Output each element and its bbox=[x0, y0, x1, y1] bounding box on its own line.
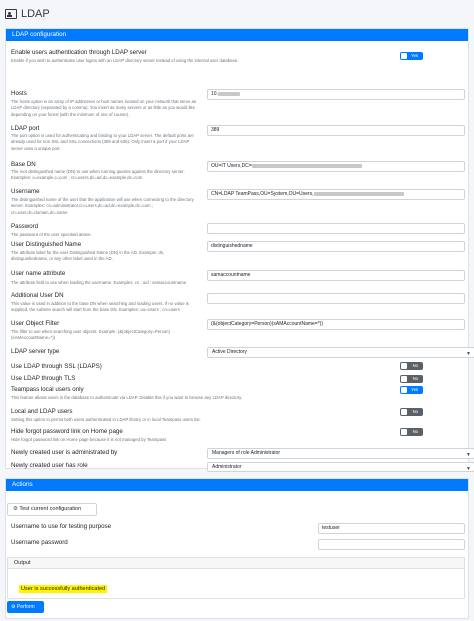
enable-ldap-help: Enable if you wish to authenticate user logins with an LDAP directory server instead of using the internal user database. bbox=[11, 58, 239, 63]
password-input[interactable] bbox=[207, 223, 465, 234]
redacted-value bbox=[218, 92, 240, 96]
role-select[interactable] bbox=[207, 462, 474, 472]
local-users-toggle[interactable] bbox=[400, 386, 423, 394]
local-ldap-toggle[interactable] bbox=[400, 408, 423, 416]
chevron-down-icon: ▼ bbox=[466, 452, 471, 458]
output-header: Output bbox=[8, 558, 464, 569]
settings-icon: ⚙ bbox=[13, 506, 18, 512]
base-dn-help: The root distinguished name (DN) to use when running queries against the directory server. Examples: o=example,c=com ; cn=users,dc=ad,dc=example,dc=com bbox=[11, 169, 185, 181]
ssl-toggle[interactable] bbox=[400, 362, 423, 370]
user-dn-help: The attribute label for the user Distinguished Name (DN) in the AD. Example: dn, distinguishedname, or any other label used in the AD. bbox=[11, 250, 165, 262]
base-dn-label: Base DN bbox=[11, 161, 36, 168]
username-value: CN=LDAP TeamPass,OU=System,OU=Users, bbox=[211, 191, 314, 197]
output-message: User is successfully authenticated bbox=[21, 586, 106, 592]
output-panel bbox=[7, 557, 465, 599]
user-dn-input[interactable]: distinguishedname bbox=[207, 241, 465, 252]
redacted-value bbox=[314, 192, 404, 196]
perform-button-label: Perform bbox=[16, 604, 35, 610]
toggle-label: No bbox=[412, 429, 418, 434]
toggle-knob bbox=[401, 387, 407, 393]
hosts-help: The hosts option is an array of IP addresses or host names located on your network that serve an LDAP directory (separated by a comma). You insert as many servers or as little as you would like depending on your forest (with the minimum of one of course). bbox=[11, 99, 197, 117]
username-label: Username bbox=[11, 188, 40, 195]
test-configuration-button[interactable] bbox=[7, 503, 97, 516]
additional-dn-label: Additional User DN bbox=[11, 292, 64, 299]
user-attr-input[interactable]: samaccountname bbox=[207, 270, 465, 281]
test-user-label: Username to use for testing purpose bbox=[11, 523, 112, 530]
server-type-select[interactable] bbox=[207, 347, 474, 358]
toggle-knob bbox=[401, 53, 407, 59]
test-password-label: Username password bbox=[11, 539, 68, 546]
local-ldap-label: Local and LDAP users bbox=[11, 408, 73, 415]
gear-icon: ⚙ bbox=[11, 604, 16, 610]
server-type-label: LDAP server type bbox=[11, 348, 60, 355]
local-users-label: Teampass local users only bbox=[11, 386, 84, 393]
test-button-label: Test current configuration bbox=[19, 506, 82, 512]
additional-dn-input[interactable] bbox=[207, 293, 465, 304]
toggle-label: No bbox=[412, 409, 418, 414]
toggle-knob bbox=[401, 429, 407, 435]
additional-dn-help: This value is used in addition to the base DN when searching and loading users. If no value is supplied, the subtree search will start from the base DN. Examples: ou=Users ; cn=users bbox=[11, 301, 189, 313]
username-input[interactable] bbox=[207, 189, 465, 200]
toggle-label: Yes bbox=[411, 53, 418, 58]
enable-ldap-toggle[interactable] bbox=[400, 52, 423, 60]
ldap-port-help: The port option is used for authenticating and binding to your LDAP server. The default ports are already used for non SSL and SSL connections (389 and 636). Only insert a port if your LDAP server uses a unique port. bbox=[11, 133, 194, 151]
base-dn-value: OU=IT Users,DC= bbox=[211, 163, 252, 169]
redacted-value bbox=[252, 164, 362, 168]
user-filter-help: The filter to use when searching user objects. Example: (&(objectCategory=Person)(sAMAccountName=*)) bbox=[11, 329, 170, 341]
ldap-configuration-card bbox=[5, 28, 471, 472]
id-card-icon bbox=[5, 9, 17, 19]
card-header: LDAP configuration bbox=[6, 29, 468, 41]
admin-by-label: Newly created user is administrated by bbox=[11, 449, 118, 456]
role-value: Administrator bbox=[212, 464, 242, 470]
hosts-input[interactable] bbox=[207, 89, 465, 100]
hosts-value: 10. bbox=[211, 91, 218, 97]
chevron-down-icon: ▼ bbox=[466, 466, 471, 472]
page-title: LDAP bbox=[21, 8, 50, 20]
toggle-label: No bbox=[412, 363, 418, 368]
password-help: The password of the user specified above. bbox=[11, 233, 92, 237]
local-ldap-help: Setting this option to permit both users authenticated in LDAP library or in local Teampass users list. bbox=[11, 417, 201, 422]
toggle-knob bbox=[401, 409, 407, 415]
ssl-label: Use LDAP through SSL (LDAPS) bbox=[11, 363, 102, 370]
enable-ldap-label: Enable users authentication through LDAP server bbox=[11, 49, 147, 56]
toggle-knob bbox=[401, 376, 407, 382]
hide-forgot-help: Hide forgot password link on Home page because it is not managed by Teampass bbox=[11, 437, 167, 442]
ldap-port-input[interactable]: 389 bbox=[207, 125, 465, 136]
base-dn-input[interactable] bbox=[207, 161, 465, 172]
user-dn-label: User Distinguished Name bbox=[11, 241, 82, 248]
server-type-value: Active Directory bbox=[212, 349, 248, 355]
admin-by-value: Managers of role Administrator bbox=[212, 450, 281, 456]
toggle-knob bbox=[401, 363, 407, 369]
test-user-input[interactable]: testuser bbox=[318, 523, 465, 534]
username-help: The distinguished name of the user that the application will use when connecting to the directory server. Examples: cn=administrator,cn=users,dc=ad,dc=example,dc=com ; cn=user,dc=domain,dc=name bbox=[11, 197, 194, 215]
page-header bbox=[0, 0, 474, 28]
ldap-port-label: LDAP port bbox=[11, 125, 40, 132]
user-attr-label: User name attribute bbox=[11, 270, 66, 277]
admin-by-select[interactable] bbox=[207, 448, 474, 459]
role-label: Newly created user has role bbox=[11, 462, 88, 469]
actions-header: Actions bbox=[6, 479, 468, 491]
perform-button[interactable] bbox=[7, 601, 44, 613]
toggle-label: Yes bbox=[411, 387, 418, 392]
hide-forgot-toggle[interactable] bbox=[400, 428, 423, 436]
user-filter-input[interactable]: (&(objectCategory=Person)(sAMAccountName=*)) bbox=[207, 319, 465, 330]
password-label: Password bbox=[11, 223, 39, 230]
local-users-help: This feature allows users in the database to authenticate via LDAP. Disable this if you want to browse any LDAP directory. bbox=[11, 395, 243, 400]
user-filter-label: User Object Filter bbox=[11, 320, 60, 327]
user-attr-help: The attribute field to use when loading the username. Examples: cn ; uid ; samaccountname bbox=[11, 280, 187, 285]
test-password-input[interactable] bbox=[318, 539, 465, 550]
tls-toggle[interactable] bbox=[400, 375, 423, 383]
chevron-down-icon: ▼ bbox=[466, 351, 471, 357]
hosts-label: Hosts bbox=[11, 90, 27, 97]
hide-forgot-label: Hide forgot password link on Home page bbox=[11, 428, 123, 435]
tls-label: Use LDAP through TLS bbox=[11, 375, 76, 382]
toggle-label: No bbox=[412, 376, 418, 381]
